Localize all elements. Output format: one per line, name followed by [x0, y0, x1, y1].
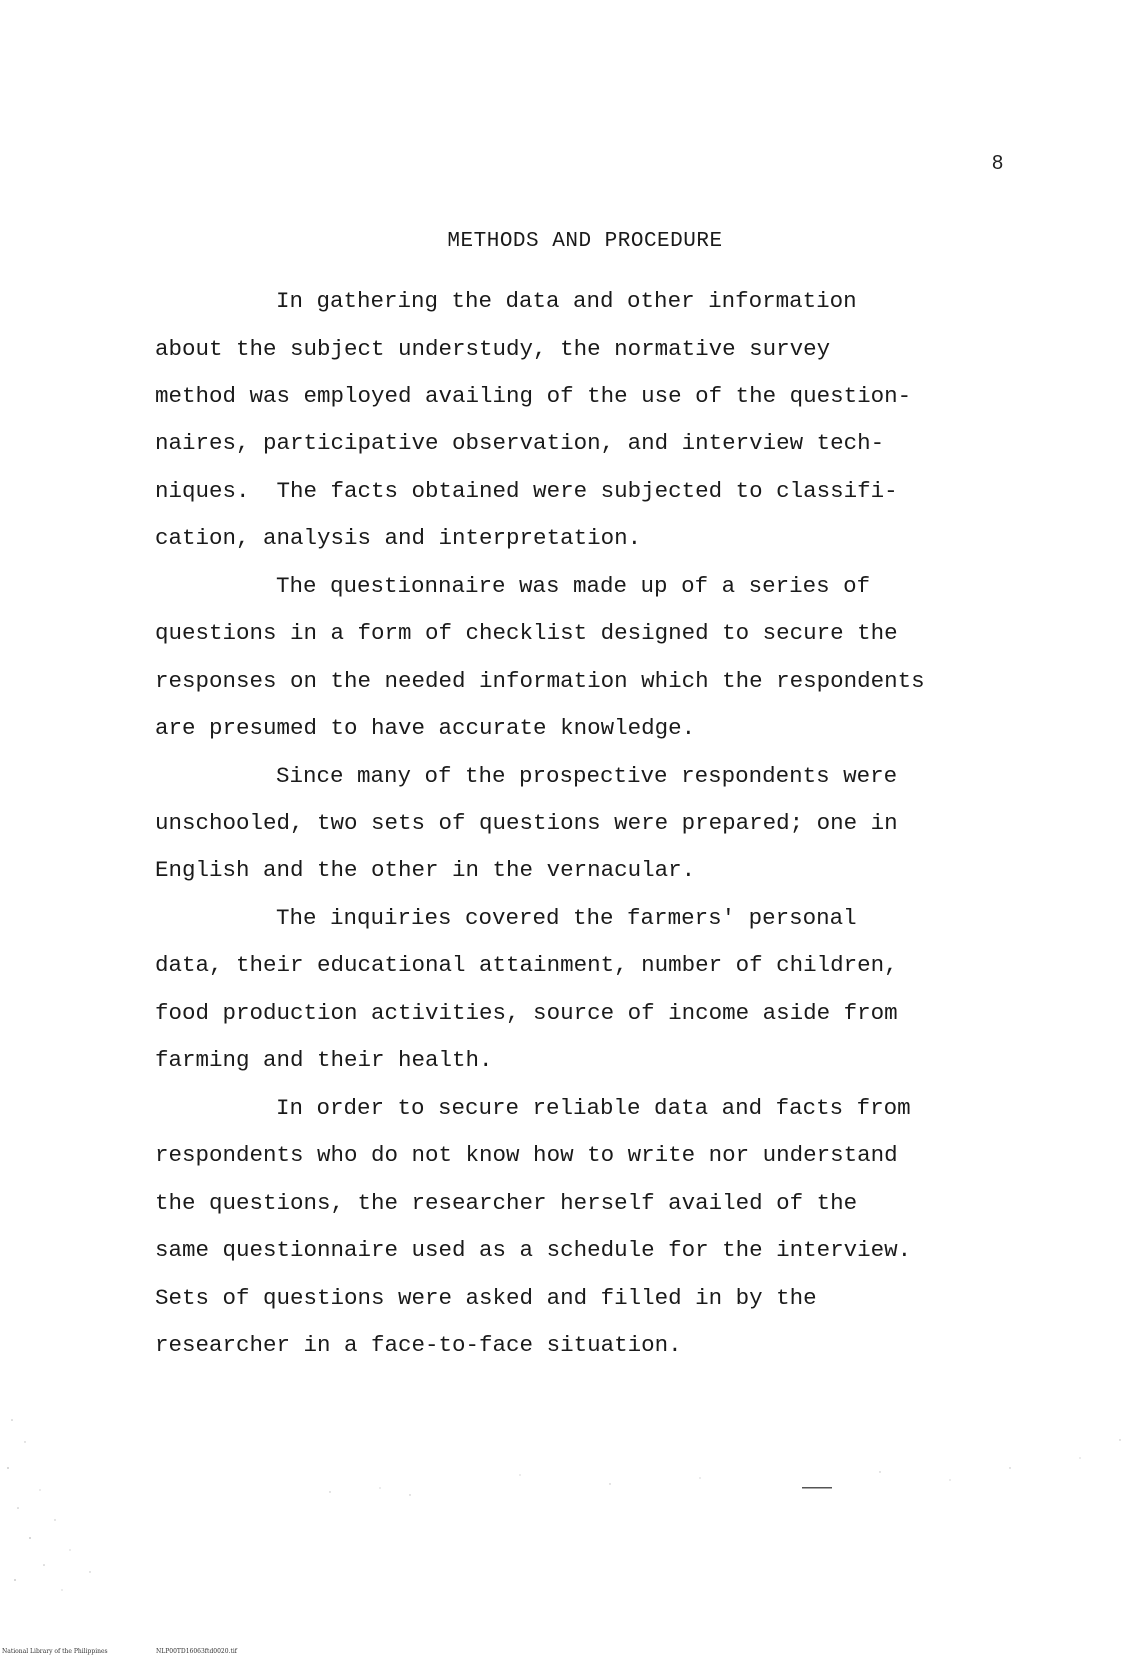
scan-mark [802, 1487, 832, 1489]
text-line: niques. The facts obtained were subjected to classifi- [155, 478, 898, 504]
text-line: food production activities, source of income aside from [155, 1000, 898, 1026]
text-line: naires, participative observation, and interview tech- [155, 430, 885, 456]
text-line: English and the other in the vernacular. [155, 857, 696, 883]
scan-noise [0, 1380, 1140, 1620]
text-line: The inquiries covered the farmers' personal [276, 905, 857, 931]
text-line: In gathering the data and other information [276, 288, 857, 314]
text-line: about the subject understudy, the normative survey [155, 336, 831, 362]
footer-library-label: National Library of the Philippines [2, 1648, 108, 1655]
footer-file-id: NLP00TD16063ftd0020.tif [156, 1648, 238, 1655]
page-heading: METHODS AND PROCEDURE [447, 230, 723, 253]
text-line: The questionnaire was made up of a series of [276, 573, 871, 599]
text-line: are presumed to have accurate knowledge. [155, 715, 696, 741]
text-line: data, their educational attainment, number of children, [155, 952, 898, 978]
text-line: In order to secure reliable data and facts from [276, 1095, 911, 1121]
text-line: farming and their health. [155, 1047, 493, 1073]
text-line: Since many of the prospective respondents were [276, 763, 898, 789]
page-number: 8 [992, 152, 1004, 174]
text-line: cation, analysis and interpretation. [155, 525, 642, 551]
text-line: researcher in a face-to-face situation. [155, 1332, 682, 1358]
text-line: method was employed availing of the use of the question- [155, 383, 912, 409]
text-line: unschooled, two sets of questions were prepared; one in [155, 810, 898, 836]
text-line: Sets of questions were asked and filled in by the [155, 1285, 817, 1311]
text-line: same questionnaire used as a schedule for the interview. [155, 1237, 912, 1263]
text-line: the questions, the researcher herself availed of the [155, 1190, 858, 1216]
text-line: respondents who do not know how to write nor understand [155, 1142, 898, 1168]
text-line: responses on the needed information which the respondents [155, 668, 925, 694]
text-line: questions in a form of checklist designed to secure the [155, 620, 898, 646]
